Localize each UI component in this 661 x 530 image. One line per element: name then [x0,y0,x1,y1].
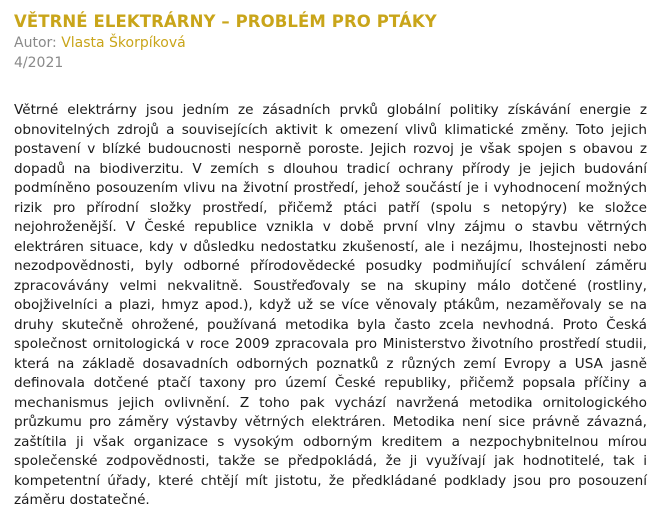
author-label: Autor: [14,35,62,51]
article-body: Větrné elektrárny jsou jedním ze zásadních prvků globální politiky získávání energie z obnovitelných zdrojů a souvisejících aktivit k omezení vlivů klimatické změny. Toto jejich postavení v blízké budoucnosti nesporně poroste. Jejich rozvoj je však spojen s obavou z dopadů na biodiverzitu. V zemích s dlouhou tradicí ochrany přírody je jejich budování podmíněno posouzením vlivu na životní prostředí, jehož součástí je i vyhodnocení možných rizik pro přírodní složky prostředí, přičemž ptáci patří (spolu s netopýry) ke složce nejohroženější. V České republice vznikla v době první vlny zájmu o stavbu větrných elektráren situace, kdy v důsledku nedostatku zkušeností, ale i nezájmu, lhostejnosti nebo nezodpovědnosti, byly odborné přírodovědecké posudky podmiňující schválení záměru zpracovávány velmi nekvalitně. Soustřeďovaly se na skupiny málo dotčené (rostliny, obojživelníci a plazi, hmyz apod.), když už se více věnovaly ptákům, nezaměřovaly se na druhy skutečně ohrožené, používaná metodika byla často zcela nevhodná. Proto Česká společnost ornitologická v roce 2009 zpracovala pro Ministerstvo životního prostředí studii, která na základě dosavadních odborných poznatků z různých zemí Evropy a USA jasně definovala dotčené ptačí taxony pro území České republiky, přičemž popsala příčiny a mechanismus jejich ovlivnění. Z toho pak vychází navržená metodika ornitologického průzkumu pro záměry výstavby větrných elektráren. Metodika není sice právně závazná, zaštítila ji však organizace s vysokým odborným kreditem a nezpochybnitelnou mírou společenské zodpovědnosti, takže se předpokládá, že ji využívají jak hodnotitelé, tak i kompetentní úřady, které chtějí mít jistotu, že předkládané podklady jsou pro posouzení záměru dostatečné. [14,102,647,508]
author-name-link[interactable]: Vlasta Škorpíková [61,35,186,51]
article-date: 4/2021 [14,55,64,71]
article-title: VĚTRNÉ ELEKTRÁRNY – PROBLÉM PRO PTÁKY [14,12,437,31]
author-line [14,33,647,53]
